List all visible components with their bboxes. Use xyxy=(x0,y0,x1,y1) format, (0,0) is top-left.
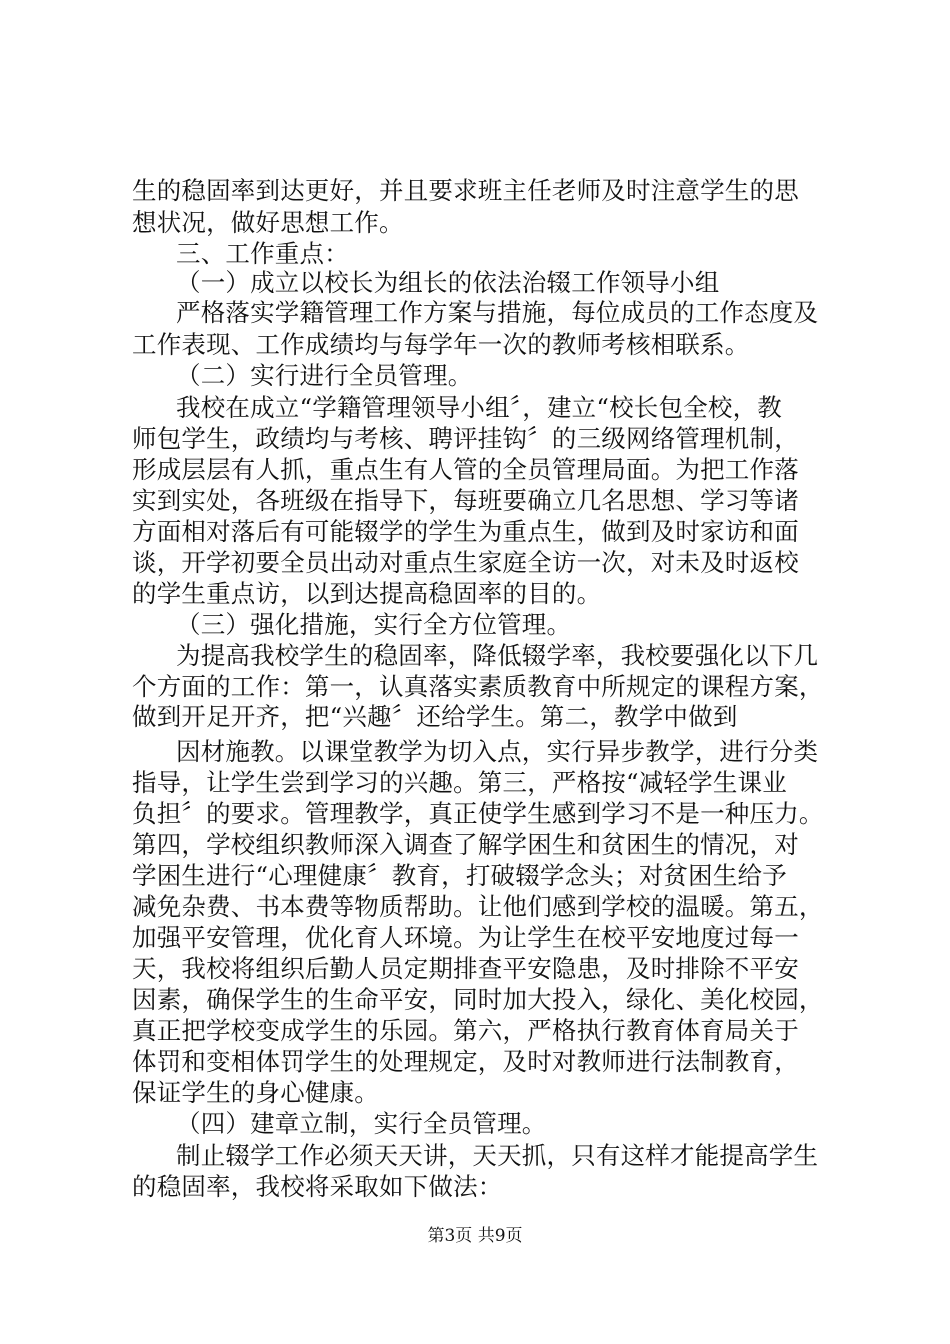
text-line: 减免杂费、书本费等物质帮助。让他们感到学校的温暖。第五， xyxy=(132,892,824,921)
text-line: 体罚和变相体罚学生的处理规定，及时对教师进行法制教育， xyxy=(132,1047,799,1076)
subsection-heading: （四）建章立制，实行全员管理。 xyxy=(176,1109,547,1138)
text-line: 指导，让学生尝到学习的兴趣。第三，严格按“减轻学生课业 xyxy=(132,768,787,797)
text-line: 为提高我校学生的稳固率，降低辍学率，我校要强化以下几 xyxy=(176,641,819,670)
text-line: 谈，开学初要全员出动对重点生家庭全访一次，对未及时返校 xyxy=(132,548,799,577)
text-line: 真正把学校变成学生的乐园。第六，严格执行教育体育局关于 xyxy=(132,1016,799,1045)
page-number: 第3页 共9页 xyxy=(427,1226,523,1246)
text-line: 保证学生的身心健康。 xyxy=(132,1078,379,1107)
text-line: 因素，确保学生的生命平安，同时加大投入，绿化、美化校园， xyxy=(132,985,824,1014)
subsection-heading: （三）强化措施，实行全方位管理。 xyxy=(176,610,572,639)
text-line: 制止辍学工作必须天天讲，天天抓，只有这样才能提高学生 xyxy=(176,1141,819,1170)
text-line: 严格落实学籍管理工作方案与措施，每位成员的工作态度及 xyxy=(176,298,819,327)
text-line: 师包学生，政绩均与考核、聘评挂钩〞的三级网络管理机制， xyxy=(132,424,799,453)
text-line: 工作表现、工作成绩均与每学年一次的教师考核相联系。 xyxy=(132,330,750,359)
text-line: 想状况，做好思想工作。 xyxy=(132,208,404,237)
text-line: 形成层层有人抓，重点生有人管的全员管理局面。为把工作落 xyxy=(132,455,799,484)
section-heading: 三、工作重点： xyxy=(176,239,349,268)
text-line: 的学生重点访，以到达提高稳固率的目的。 xyxy=(132,579,602,608)
text-line: 加强平安管理，优化育人环境。为让学生在校平安地度过每一 xyxy=(132,923,799,952)
text-line: 做到开足开齐，把“兴趣〞还给学生。第二，教学中做到 xyxy=(132,702,738,731)
subsection-heading: （二）实行进行全员管理。 xyxy=(176,361,473,390)
text-line: 学困生进行“心理健康〞教育，打破辍学念头；对贫困生给予 xyxy=(132,861,787,890)
text-line: 个方面的工作：第一，认真落实素质教育中所规定的课程方案， xyxy=(132,672,824,701)
text-line: 的稳固率，我校将采取如下做法： xyxy=(132,1172,503,1201)
subsection-heading: （一）成立以校长为组长的依法治辍工作领导小组 xyxy=(176,268,720,297)
text-line: 方面相对落后有可能辍学的学生为重点生，做到及时家访和面 xyxy=(132,517,799,546)
text-line: 因材施教。以课堂教学为切入点，实行异步教学，进行分类 xyxy=(176,737,819,766)
text-line: 实到实处，各班级在指导下，每班要确立几名思想、学习等诸 xyxy=(132,486,799,515)
text-line: 生的稳固率到达更好，并且要求班主任老师及时注意学生的思 xyxy=(132,176,799,205)
text-line: 第四，学校组织教师深入调查了解学困生和贫困生的情况，对 xyxy=(132,830,799,859)
text-line: 天，我校将组织后勤人员定期排查平安隐患，及时排除不平安 xyxy=(132,954,799,983)
text-line: 我校在成立“学籍管理领导小组〞，建立“校长包全校，教 xyxy=(176,393,782,422)
text-line: 负担〞的要求。管理教学，真正使学生感到学习不是一种压力。 xyxy=(132,799,824,828)
